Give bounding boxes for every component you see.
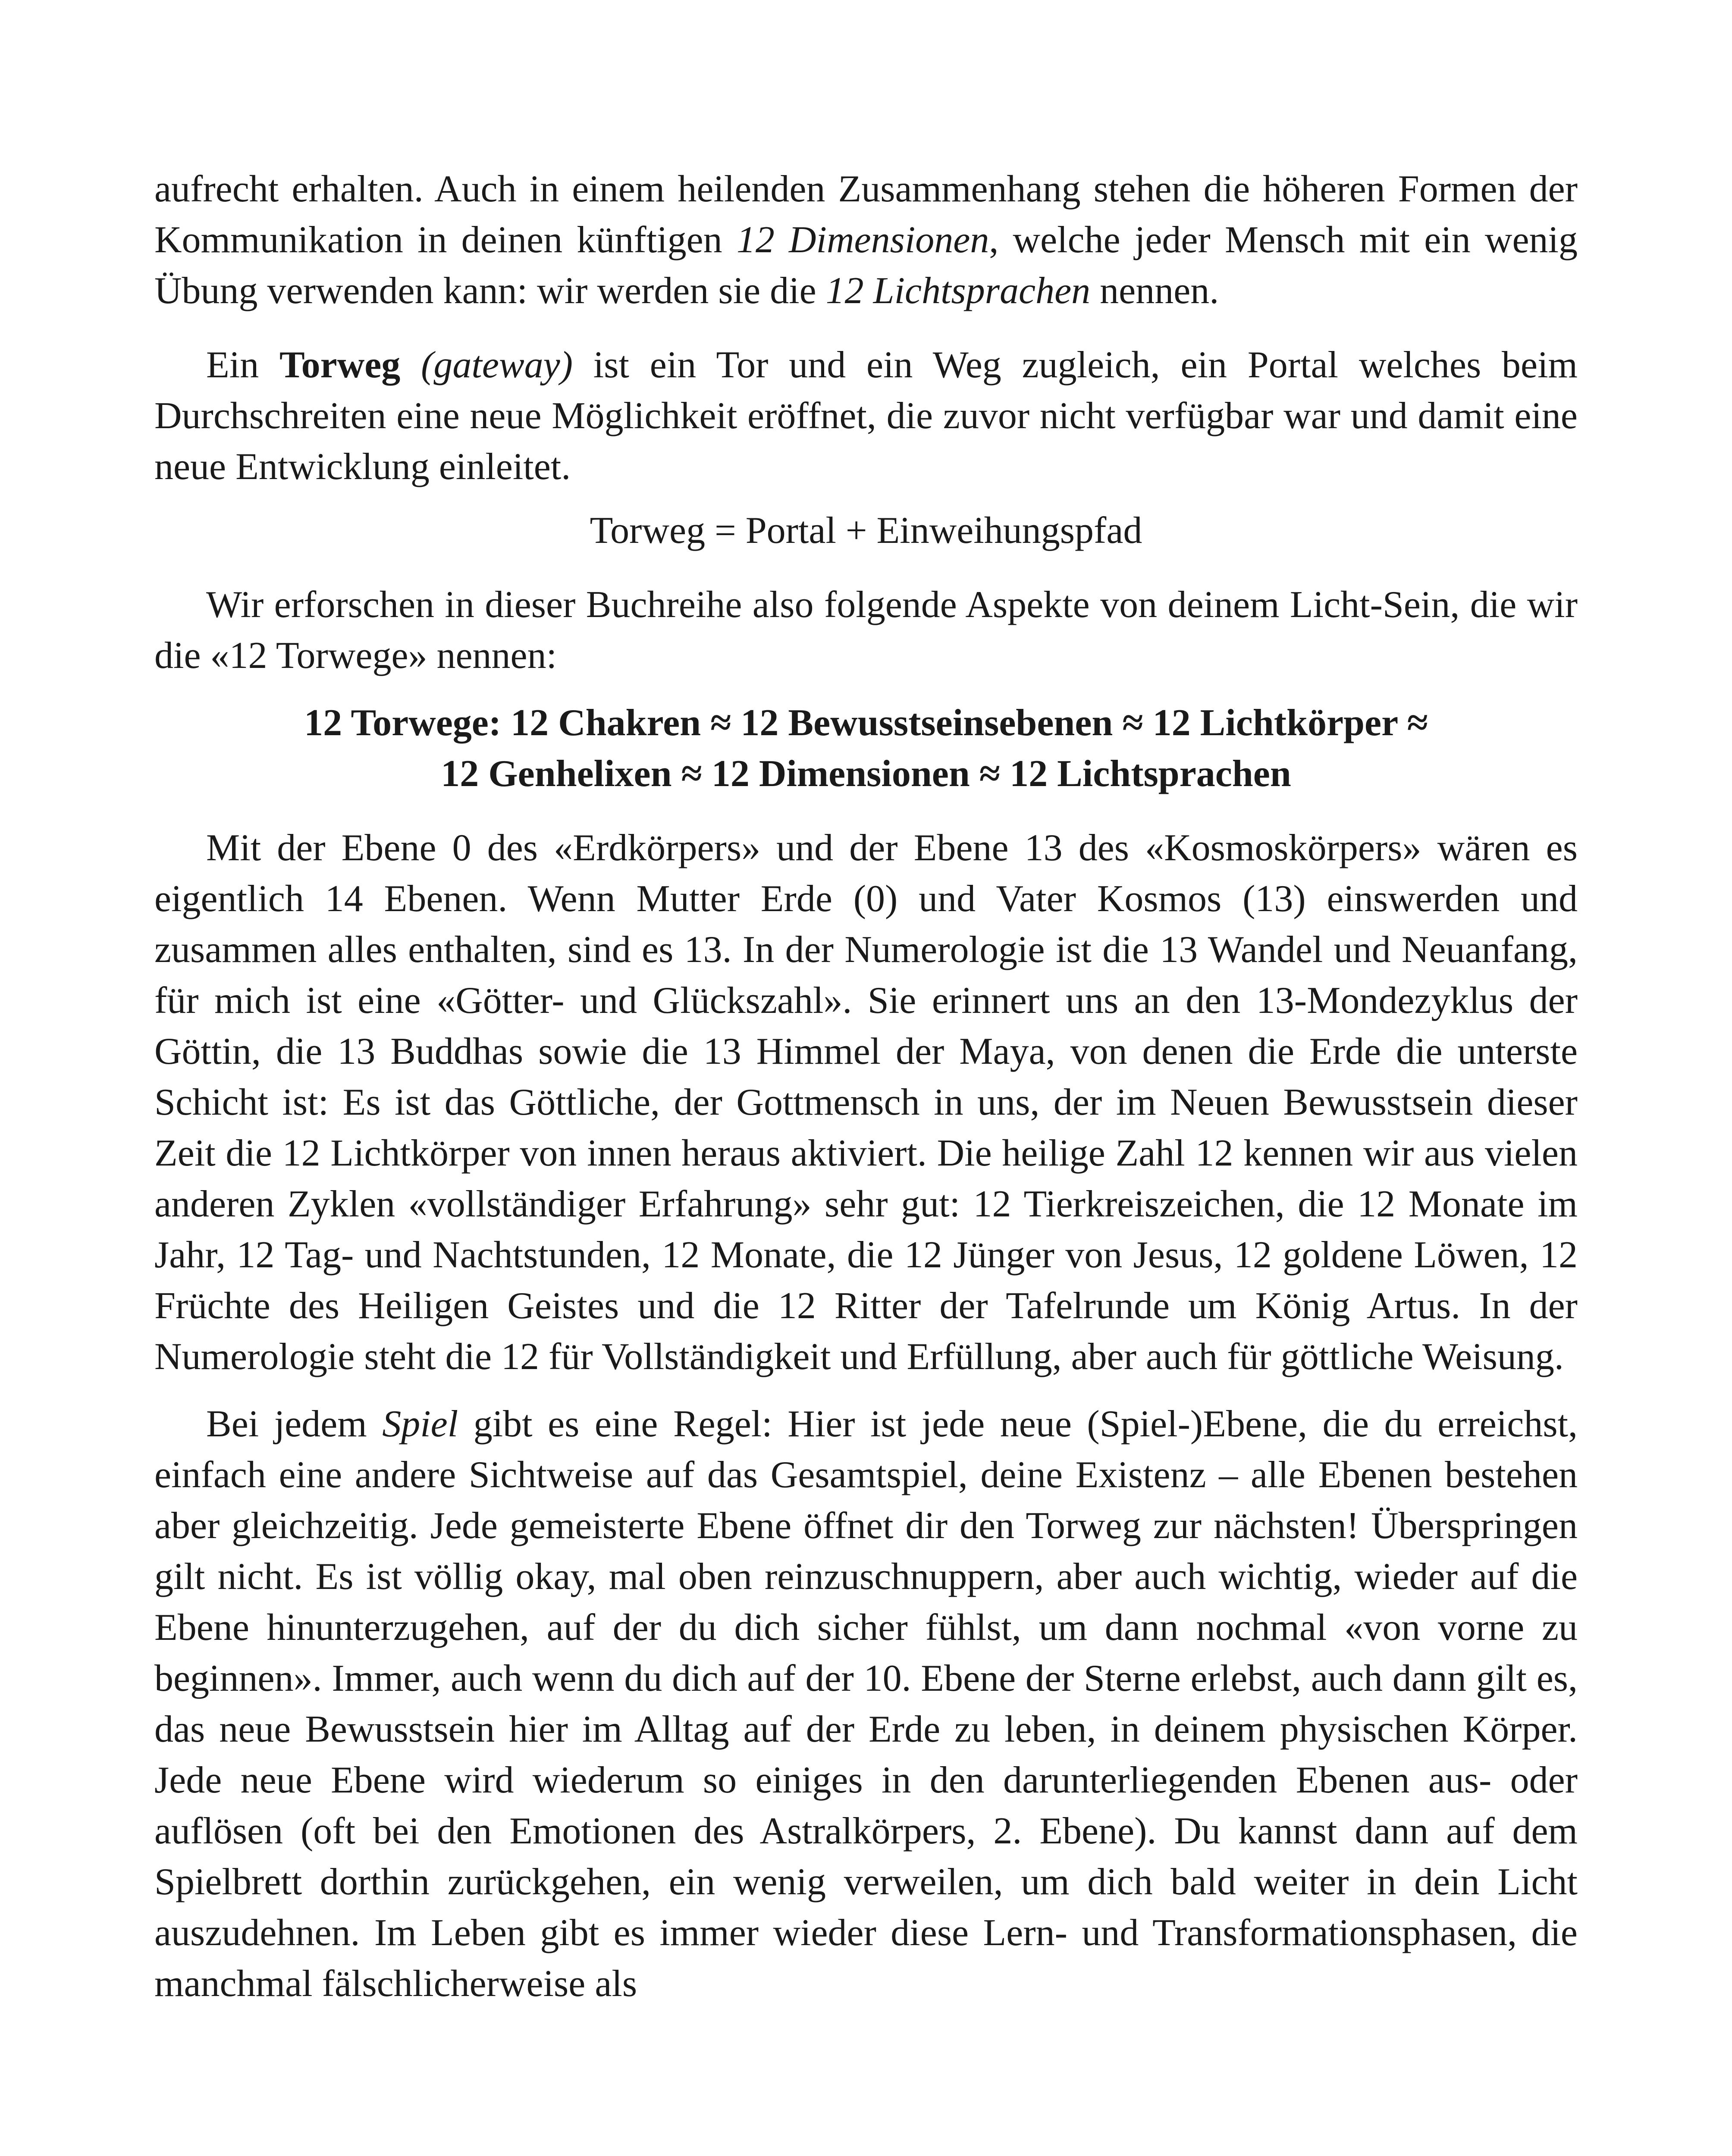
paragraph-2 (154, 340, 1578, 492)
paragraph-4: Mit der Ebene 0 des «Erdkörpers» und der Ebene 13 des «Kosmoskörpers» wären es eigentlich 14 Ebenen. Wenn Mutter Erde (0) und Vater Kosmos (13) einswerden und zusammen alles enthalten, sind es 13. In der Numerologie ist die 13 Wandel und Neuanfang, für mich ist eine «Götter- und Glückszahl». Sie erinnert uns an den 13-Mondezyklus der Göttin, die 13 Buddhas sowie die 13 Himmel der Maya, von denen die Erde die unterste Schicht ist: Es ist das Göttliche, der Gottmensch in uns, der im Neuen Bewusstsein dieser Zeit die 12 Lichtkörper von innen heraus aktiviert. Die heilige Zahl 12 kennen wir aus vielen anderen Zyklen «vollständiger Erfahrung» sehr gut: 12 Tierkreiszeichen, die 12 Monate im Jahr, 12 Tag- und Nachtstunden, 12 Monate, die 12 Jünger von Jesus, 12 goldene Löwen, 12 Früchte des Heiligen Geistes und die 12 Ritter der Tafelrunde um König Artus. In der Numerologie steht die 12 für Vollständigkeit und Erfüllung, aber auch für göttliche Weisung. (154, 827, 1578, 1378)
emphasis-12-lichtsprachen: 12 Lichtsprachen (825, 270, 1091, 312)
paragraph-5 (154, 1399, 1578, 2009)
emphasis-12-dimensionen: 12 Dimensionen (736, 219, 989, 261)
text-run (400, 344, 421, 386)
text-run: Bei jedem (206, 1403, 383, 1445)
term-torweg: Torweg (279, 344, 401, 386)
text-run: nennen. (1090, 270, 1219, 312)
emphasis-spiel: Spiel (382, 1403, 458, 1445)
text-run: aufrecht erhalten. Auch in einem heilenden Zusammenhang stehen die höheren Formen der Kommunikation in deinen künftigen (154, 168, 1578, 261)
highlight-line-2: 12 Genhelixen ≈ 12 Dimensionen ≈ 12 Lichtsprachen (441, 753, 1291, 795)
text-run: , welche jeder Mensch mit ein wenig Übung verwenden kann: wir werden sie die (154, 219, 1578, 312)
emphasis-gateway: (gateway) (421, 344, 573, 386)
paragraph-1 (154, 164, 1578, 317)
formula-line: Torweg = Portal + Einweihungspfad (590, 510, 1142, 552)
text-run: ist ein Tor und ein Weg zugleich, ein Portal welches beim Durchschreiten eine neue Möglichkeit eröffnet, die zuvor nicht verfügbar war und damit eine neue Entwicklung einleitet. (154, 344, 1578, 488)
text-run: gibt es eine Regel: Hier ist jede neue (Spiel-)Ebene, die du erreichst, einfach eine andere Sichtweise auf das Gesamtspiel, deine Existenz – alle Ebenen bestehen aber gleichzeitig. Jede gemeisterte Ebene öffnet dir den Torweg zur nächsten! Überspringen gilt nicht. Es ist völlig okay, mal oben reinzuschnuppern, aber auch wichtig, wieder auf die Ebene hinunterzugehen, auf der du dich sicher fühlst, um dann nochmal «von vorne zu beginnen». Immer, auch wenn du dich auf der 10. Ebene der Sterne erlebst, auch dann gilt es, das neue Bewusstsein hier im Alltag auf der Erde zu leben, in deinem physischen Körper. Jede neue Ebene wird wiederum so einiges in den darunterliegenden Ebenen aus- oder auflösen (oft bei den Emotionen des Astralkörpers, 2. Ebene). Du kannst dann auf dem Spielbrett dorthin zurückgehen, ein wenig verweilen, um dich bald weiter in dein Licht auszudehnen. Im Leben gibt es immer wieder diese Lern- und Transformationsphasen, die manchmal fälschlicherweise als (154, 1403, 1578, 2005)
highlight-block (154, 698, 1578, 799)
page-body (154, 164, 1578, 2009)
paragraph-3: Wir erforschen in dieser Buchreihe also folgende Aspekte von deinem Licht-Sein, die wir die «12 Torwege» nennen: (154, 584, 1578, 677)
highlight-line-1: 12 Torwege: 12 Chakren ≈ 12 Bewusstseinsebenen ≈ 12 Lichtkörper ≈ (304, 702, 1428, 744)
text-run: Ein (206, 344, 280, 386)
